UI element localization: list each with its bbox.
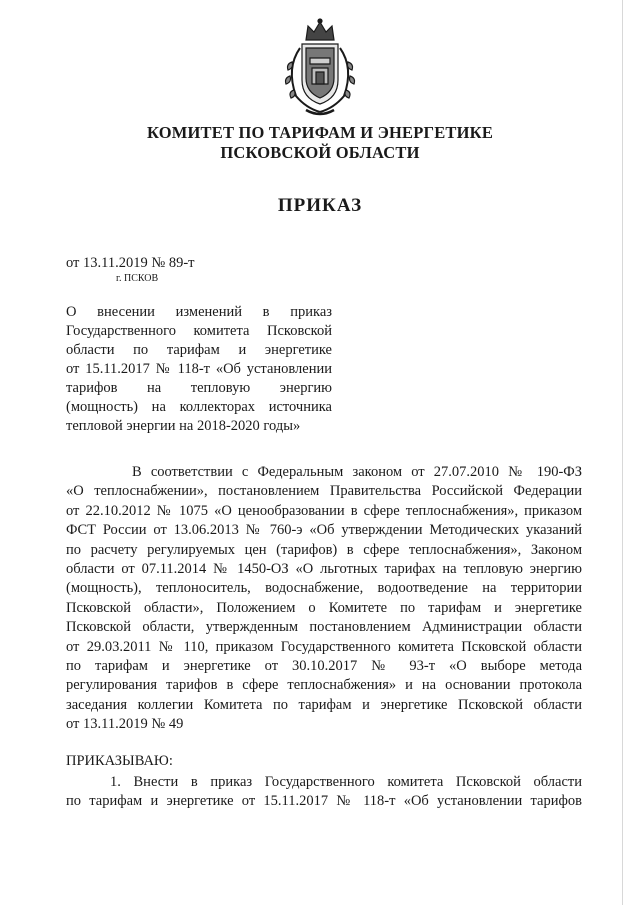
body-line: Псковской области», Положением о Комитете по тарифам и энергетике (66, 599, 582, 616)
item-line: 1. Внести в приказ Государственного комитета Псковской области (110, 774, 582, 790)
item-line: по тарифам и энергетике от 15.11.2017 № 118-т «Об установлении тарифов (66, 793, 582, 810)
order-item-1 (66, 773, 582, 812)
org-name-line2: ПСКОВСКОЙ ОБЛАСТИ (220, 143, 420, 162)
body-line: ФСТ России от 13.06.2013 № 760-э «Об утверждении Методических указаний (66, 522, 582, 539)
body-line: регулирования тарифов в сфере теплоснабжения» и на основании протокола (66, 677, 582, 694)
body-line: по расчету регулируемых цен (тарифов) в сфере теплоснабжения», Законом (66, 541, 582, 558)
body-line: Псковской области, утвержденным постановлением Администрации области (66, 619, 582, 636)
body-line: области от 07.11.2014 № 1450-ОЗ «О льготных тарифах на тепловую энергию (66, 561, 582, 578)
subject-line: тепловой энергии на 2018-2020 годы» (66, 418, 301, 434)
city: г. ПСКОВ (116, 273, 159, 284)
subject-line: Государственного комитета Псковской (66, 323, 332, 339)
body-line: по тарифам и энергетике от 30.10.2017 № 93-т «О выборе метода (66, 658, 582, 675)
subject-line: (мощность) на коллекторах источника (66, 399, 332, 415)
body-line: заседания коллегии Комитета по тарифам и энергетике Псковской области (66, 696, 582, 713)
preamble-paragraph (66, 463, 582, 735)
body-line: (мощность), теплоноситель, водоснабжение, водоотведение на территории (66, 580, 582, 597)
body-line: от 22.10.2012 № 1075 «О ценообразовании в сфере теплоснабжения», приказом (66, 502, 582, 519)
subject-line: области по тарифам и энергетике (66, 342, 332, 358)
document-title: ПРИКАЗ (277, 195, 363, 216)
date-number: от 13.11.2019 № 89-т (66, 255, 195, 271)
body-line: от 29.03.2011 № 110, приказом Государственного комитета Псковской области (66, 638, 582, 655)
coat-of-arms-icon (276, 18, 364, 118)
subject-line: тарифов на тепловую энергию (66, 380, 332, 396)
body-line: от 13.11.2019 № 49 (66, 716, 184, 733)
body-line: «О теплоснабжении», постановлением Правительства Российской Федерации (66, 483, 582, 500)
order-word: ПРИКАЗЫВАЮ: (66, 753, 173, 769)
scan-edge-line (622, 0, 623, 905)
org-name-line1: КОМИТЕТ ПО ТАРИФАМ И ЭНЕРГЕТИКЕ (146, 123, 494, 142)
body-line: В соответствии с Федеральным законом от 27.07.2010 № 190-ФЗ (132, 464, 582, 480)
subject-line: О внесении изменений в приказ (66, 304, 332, 320)
subject-line: от 15.11.2017 № 118-т «Об установлении (66, 361, 332, 377)
subject-block (66, 303, 332, 436)
